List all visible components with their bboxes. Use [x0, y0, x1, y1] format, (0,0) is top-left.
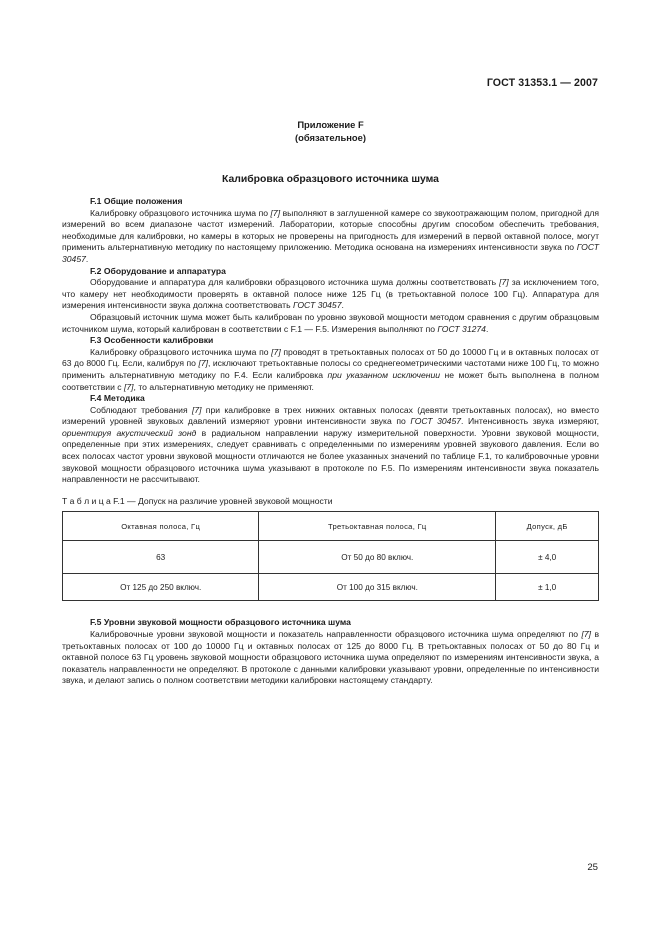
table-cell: ± 1,0: [496, 574, 599, 601]
appendix-subtitle: (обязательное): [295, 132, 366, 143]
table-cell: От 50 до 80 включ.: [259, 541, 496, 574]
table-cell: 63: [63, 541, 259, 574]
table-header-cell: Третьоктавная полоса, Гц: [259, 512, 496, 541]
appendix-title: Приложение F: [297, 119, 364, 130]
paragraph-f3: Калибровку образцового источника шума по [7] проводят в третьоктавных полосах от 50 до 10000 Гц и в октавных полосах от 63 до 8000 Гц. Если, калибруя по [7], исключают третьоктавные полосы со среднегеометрическими частотами ниже 100 Гц, то можно применить альтернативную методику по F.4. Если калибровка при указанном исключении не может быть выполнена в полном соответствии с [7], то альтернативную методику не применяют.: [62, 346, 599, 392]
table-cell: От 100 до 315 включ.: [259, 574, 496, 601]
section-heading-f1: F.1 Общие положения: [90, 196, 183, 206]
table-cell: ± 4,0: [496, 541, 599, 574]
standard-header: ГОСТ 31353.1 — 2007: [486, 77, 598, 89]
table-cell: От 125 до 250 включ.: [63, 574, 259, 601]
section-heading-f5: F.5 Уровни звуковой мощности образцового источника шума: [90, 617, 351, 628]
paragraph-f2-1: Оборудование и аппаратура для калибровки образцового источника шума должны соответствовать [7] за исключением того, что камеру нет необходимости проверять в октавной полосе ниже 125 Гц (в третьоктавной полосе 100 Гц). Аппаратура для измерения интенсивности звука должна соответствовать ГОСТ 30457.: [62, 277, 599, 311]
table-header-row: [63, 512, 599, 541]
document-title: Калибровка образцового источника шума: [222, 174, 439, 185]
paragraph-f4: Соблюдают требования [7] при калибровке в трех нижних октавных полосах (девяти третьоктавных полосах), но вместо измерений уровней звуковых давлений измеряют уровни интенсивности звука по ГОСТ 30457. Интенсивность звука измеряют, ориентируя акустический зонд в радиальном направлении наружу измерительной поверхности. Уровни звуковой мощности, определенные при этих измерениях, следует сравнивать с определенными по измерениям уровней звукового давления. Если во всех полосах частот уровни звуковой мощности отличаются не более указанных значений по таблице F.1, то калибровочные уровни звуковой мощности образцового источника шума указывают в протоколе по F.5. По измерениям интенсивности звука показатель направленности не рассчитывают.: [62, 404, 600, 485]
table-row: [63, 541, 599, 574]
table-header-cell: Октавная полоса, Гц: [63, 512, 259, 541]
paragraph-f2-2: Образцовый источник шума может быть калиброван по уровню звуковой мощности методом сравнения с другим образцовым источником шума, который калиброван в соответствии с F.1 — F.5. Измерения выполняют по ГОСТ 31274.: [62, 311, 599, 334]
section-heading-f4: F.4 Методика: [90, 393, 145, 404]
table-row: [63, 574, 599, 601]
document-body: [62, 196, 599, 687]
section-heading-f2: F.2 Оборудование и аппаратура: [90, 265, 226, 276]
paragraph-f5: Калибровочные уровни звуковой мощности и показатель направленности образцового источника шума определяют по [7] в третьоктавных полосах от 100 до 10000 Гц и октавных полосах от 125 до 8000 Гц. В третьоктавных полосах от 50 до 80 Гц и октавной полосе 63 Гц уровень звуковой мощности образцового источника шума определяют по измерениям интенсивности звука, а показатель направленности не определяют. В протоколе с данными калибровки указывают уровни, определенные по интенсивности звука, и делают запись о полном соответствии методики калибровки настоящему стандарту.: [62, 629, 600, 686]
section-f5: [62, 617, 599, 687]
appendix-heading: [0, 118, 661, 144]
page-number: 25: [587, 862, 598, 873]
table-caption: [62, 496, 599, 508]
section-heading-f3: F.3 Особенности калибровки: [90, 335, 214, 346]
table-header-cell: Допуск, дБ: [496, 512, 599, 541]
table-caption-text: F.1 — Допуск на различие уровней звуковой мощности: [110, 495, 333, 506]
table-caption-prefix: Т а б л и ц а: [62, 495, 111, 506]
paragraph-f1: Калибровку образцового источника шума по [7] выполняют в заглушенной камере со звукоотражающим полом, пригодной для измерений во всем диапазоне частот измерений. Лаборатории, которые способны другим способом обеспечить требования, необходимые для калибровки, но камеры в которых не проверены на пригодность для измерений в первой октавной полосе, могут применить альтернативную методику по настоящему приложению. Методика основана на измерениях интенсивности звука по ГОСТ 30457.: [62, 207, 600, 264]
tolerance-table: [62, 511, 599, 601]
